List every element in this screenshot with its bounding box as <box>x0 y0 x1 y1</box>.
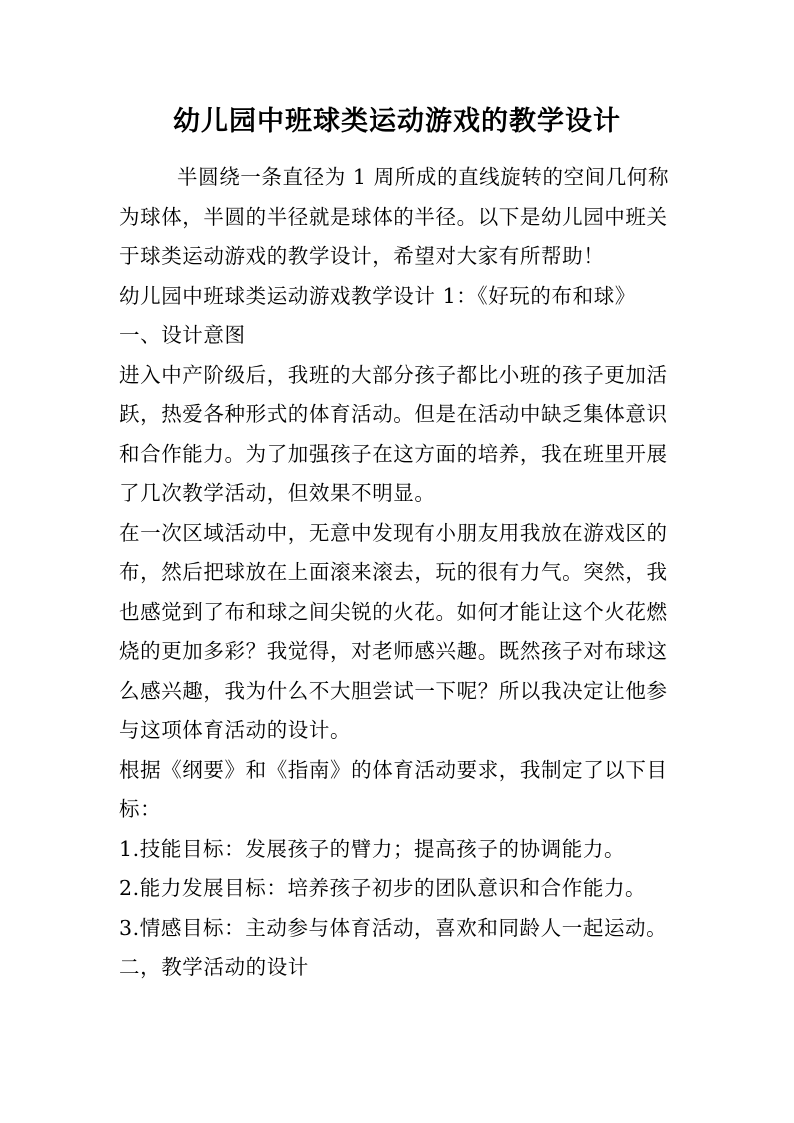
intro-paragraph: 半圆绕一条直径为 1 周所成的直线旋转的空间几何称为球体，半圆的半径就是球体的半径。以下是幼儿园中班关于球类运动游戏的教学设计，希望对大家有所帮助！ <box>119 165 670 268</box>
section-heading-intent: 一、设计意图 <box>119 323 246 347</box>
paragraph-intent-2: 在一次区域活动中，无意中发现有小朋友用我放在游戏区的布，然后把球放在上面滚来滚去，玩的很有力气。突然，我也感觉到了布和球之间尖锐的火花。如何才能让这个火花燃烧的更加多彩？我觉得，对老师感兴趣。既然孩子对布球这么感兴趣，我为什么不大胆尝试一下呢？所以我决定让他参与这项体育活动的设计。 <box>119 520 668 742</box>
goal-item-skill: 1.技能目标：发展孩子的臂力；提高孩子的协调能力。 <box>119 836 626 861</box>
paragraph-intent-1: 进入中产阶级后，我班的大部分孩子都比小班的孩子更加活跃，热爱各种形式的体育活动。但是在活动中缺乏集体意识和合作能力。为了加强孩子在这方面的培养，我在班里开展了几次教学活动，但效果不明显。 <box>119 362 668 505</box>
goal-item-ability: 2.能力发展目标：培养孩子初步的团队意识和合作能力。 <box>119 876 647 900</box>
paragraph-goals-intro: 根据《纲要》和《指南》的体育活动要求，我制定了以下目标： <box>119 757 668 821</box>
section-heading-design-1: 幼儿园中班球类运动游戏教学设计 1：《好玩的布和球》 <box>119 283 636 308</box>
goal-item-emotion: 3.情感目标：主动参与体育活动，喜欢和同龄人一起运动。 <box>119 915 668 940</box>
document-body <box>119 158 684 988</box>
document-title: 幼儿园中班球类运动游戏的教学设计 <box>173 106 621 137</box>
section-heading-activity-design: 二，教学活动的设计 <box>119 955 309 979</box>
